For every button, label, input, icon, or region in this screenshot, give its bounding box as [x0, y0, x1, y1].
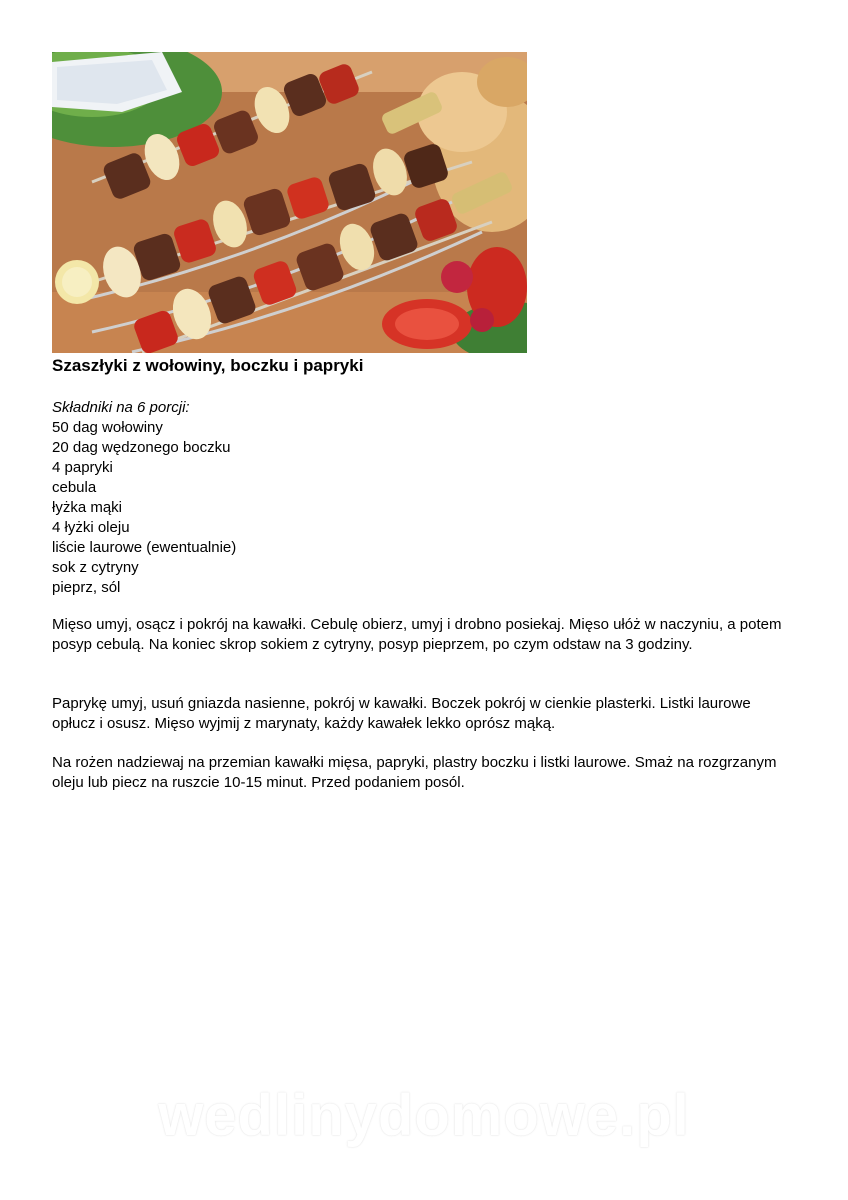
ingredients-heading: Składniki na 6 porcji:	[52, 399, 190, 416]
ingredient-item: pieprz, sól	[52, 579, 121, 596]
site-watermark: wedlinydomowe.pl	[158, 1083, 690, 1148]
preparation-step: Na rożen nadziewaj na przemian kawałki mięsa, papryki, plastry boczku i listki laurowe. Smaż na rozgrzanym oleju lub piecz na ruszcie 10-15 minut. Przed podaniem posól.	[52, 754, 777, 791]
ingredients-section	[52, 398, 236, 598]
ingredient-item: liście laurowe (ewentualnie)	[52, 539, 237, 556]
ingredients-list	[52, 418, 236, 598]
recipe-title: Szaszłyki z wołowiny, boczku i papryki	[52, 356, 364, 375]
recipe-photo	[52, 52, 527, 353]
ingredient-item: łyżka mąki	[52, 499, 123, 516]
preparation-step: Paprykę umyj, usuń gniazda nasienne, pokrój w kawałki. Boczek pokrój w cienkie plasterki. Listki laurowe opłucz i osusz. Mięso wyjmij z marynaty, każdy kawałek lekko oprósz mąką.	[52, 695, 751, 732]
ingredient-item: cebula	[52, 479, 97, 496]
preparation-step: Mięso umyj, osącz i pokrój na kawałki. Cebulę obierz, umyj i drobno posiekaj. Mięso ułóż w naczyniu, a potem posyp cebulą. Na koniec skrop sokiem z cytryny, posyp pieprzem, po czym odstaw na 3 godziny.	[52, 616, 782, 653]
ingredient-item: 4 łyżki oleju	[52, 519, 130, 536]
ingredient-item: 20 dag wędzonego boczku	[52, 439, 231, 456]
ingredient-item: sok z cytryny	[52, 559, 139, 576]
ingredient-item: 4 papryki	[52, 459, 113, 476]
ingredient-item: 50 dag wołowiny	[52, 419, 163, 436]
